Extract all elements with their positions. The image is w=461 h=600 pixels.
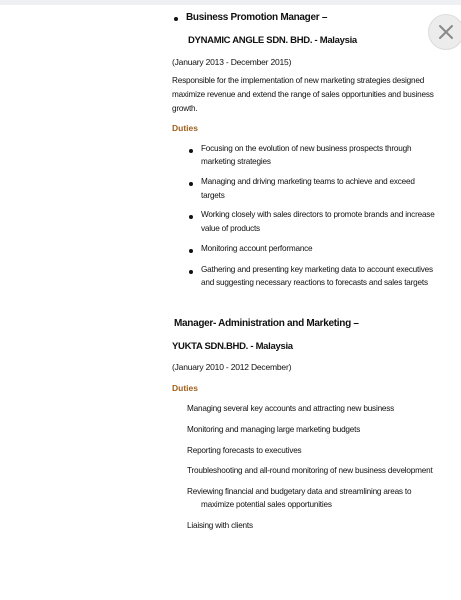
duty-item: maximize potential sales opportunities xyxy=(201,500,332,509)
employment-dates: (January 2013 - December 2015) xyxy=(172,57,292,67)
duty-item: Focusing on the evolution of new business prospects through xyxy=(201,144,412,153)
employment-dates: (January 2010 - 2012 December) xyxy=(172,362,292,372)
duty-item: Managing and driving marketing teams to achieve and exceed xyxy=(201,177,415,186)
duty-item: Monitoring and managing large marketing budgets xyxy=(187,425,361,434)
bullet-icon xyxy=(189,270,193,274)
duty-item: value of products xyxy=(201,224,260,233)
close-button[interactable] xyxy=(428,14,461,50)
top-divider xyxy=(0,0,461,5)
duty-item: targets xyxy=(201,191,225,200)
duty-item: Managing several key accounts and attracting new business xyxy=(187,404,395,413)
job-title: Business Promotion Manager – xyxy=(186,12,328,23)
duty-item: and suggesting necessary reactions to forecasts and sales targets xyxy=(201,278,428,287)
duty-item: marketing strategies xyxy=(201,157,271,166)
job-description-line: growth. xyxy=(172,104,198,113)
job-description-line: maximize revenue and extend the range of sales opportunities and business xyxy=(172,90,434,99)
job-title: Manager- Administration and Marketing – xyxy=(174,318,359,329)
duties-heading: Duties xyxy=(172,383,198,393)
company-name: YUKTA SDN.BHD. - Malaysia xyxy=(172,341,293,352)
duty-item: Reporting forecasts to executives xyxy=(187,446,302,455)
bullet-icon xyxy=(189,149,193,153)
company-name: DYNAMIC ANGLE SDN. BHD. - Malaysia xyxy=(188,35,357,46)
duties-heading: Duties xyxy=(172,123,198,133)
duty-item: Liaising with clients xyxy=(187,521,253,530)
duty-item: Working closely with sales directors to promote brands and increase xyxy=(201,210,435,219)
close-icon xyxy=(436,22,456,42)
bullet-icon xyxy=(174,17,178,21)
duty-item: Reviewing financial and budgetary data and streamlining areas to xyxy=(187,487,412,496)
bullet-icon xyxy=(189,215,193,219)
duty-item: Gathering and presenting key marketing data to account executives xyxy=(201,265,433,274)
bullet-icon xyxy=(189,182,193,186)
duty-item: Troubleshooting and all-round monitoring of new business development xyxy=(187,466,433,475)
job-description-line: Responsible for the implementation of new marketing strategies designed xyxy=(172,76,425,85)
duty-item: Monitoring account performance xyxy=(201,244,313,253)
bullet-icon xyxy=(189,249,193,253)
